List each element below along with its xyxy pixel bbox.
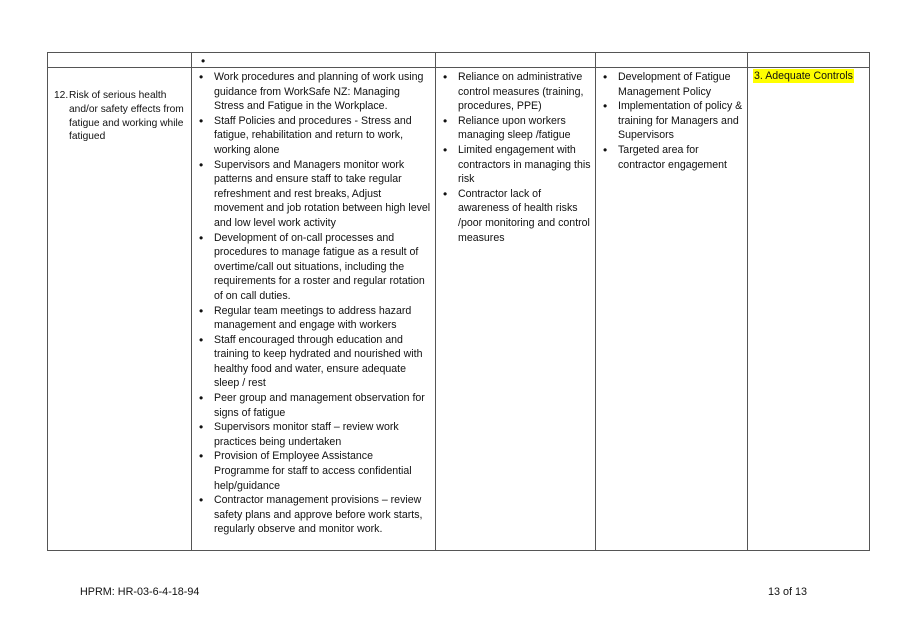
cell-rating	[748, 68, 870, 551]
table-row-continuation	[48, 53, 870, 68]
list-item: • Provision of Employee Assistance Programme for staff to access confidential help/guidance	[192, 449, 435, 493]
list-item: • Contractor management provisions – review safety plans and approve before work starts, regularly observe and monitor work.	[192, 493, 435, 537]
list-item: • Limited engagement with contractors in managing this risk	[436, 143, 595, 187]
cell-weaknesses	[436, 68, 596, 551]
cell-empty	[748, 53, 870, 68]
list-item: • Supervisors and Managers monitor work patterns and ensure staff to take regular refreshment and rest breaks, Adjust movement and job rotation between high level and low level work activity	[192, 158, 435, 231]
cell-empty	[436, 53, 596, 68]
footer-reference: HPRM: HR-03-6-4-18-94	[80, 586, 200, 598]
cell-continued-bullet	[192, 53, 436, 68]
weaknesses-list	[436, 70, 595, 245]
cell-risk-description	[48, 68, 192, 551]
table-row-risk-12	[48, 68, 870, 551]
list-item: • Reliance upon workers managing sleep /fatigue	[436, 114, 595, 143]
footer-page-number: 13 of 13	[768, 586, 808, 598]
list-item: • Staff Policies and procedures - Stress and fatigue, rehabilitation and return to work, working alone	[192, 114, 435, 158]
cell-controls	[192, 68, 436, 551]
list-item: • Development of Fatigue Management Policy	[596, 70, 747, 99]
list-item: • Targeted area for contractor engagement	[596, 143, 747, 172]
control-rating-highlight: 3. Adequate Controls	[754, 70, 853, 82]
list-item: • Development of on-call processes and procedures to manage fatigue as a result of overtime/call out situations, including the requirements for a roster and regular rotation of on call duties.	[192, 231, 435, 304]
cell-empty	[48, 53, 192, 68]
cell-actions	[596, 68, 748, 551]
list-item: • Regular team meetings to address hazard management and engage with workers	[192, 304, 435, 333]
list-item: • Peer group and management observation for signs of fatigue	[192, 391, 435, 420]
list-item: • Supervisors monitor staff – review work practices being undertaken	[192, 420, 435, 449]
controls-list	[192, 70, 435, 537]
risk-description: Risk of serious health and/or safety effects from fatigue and working while fatigued	[69, 90, 184, 143]
risk-register-table	[47, 52, 870, 551]
list-item: • Contractor lack of awareness of health risks /poor monitoring and control measures	[436, 187, 595, 245]
bullet-point	[192, 53, 435, 67]
list-item: • Staff encouraged through education and training to keep hydrated and nourished with healthy food and water, ensure adequate sleep / rest	[192, 333, 435, 391]
cell-empty	[596, 53, 748, 68]
list-item: • Reliance on administrative control measures (training, procedures, PPE)	[436, 70, 595, 114]
list-item: • Implementation of policy & training for Managers and Supervisors	[596, 99, 747, 143]
risk-number: 12.	[54, 90, 69, 101]
list-item: • Work procedures and planning of work using guidance from WorkSafe NZ: Managing Stress and Fatigue in the Workplace.	[192, 70, 435, 114]
actions-list	[596, 70, 747, 172]
